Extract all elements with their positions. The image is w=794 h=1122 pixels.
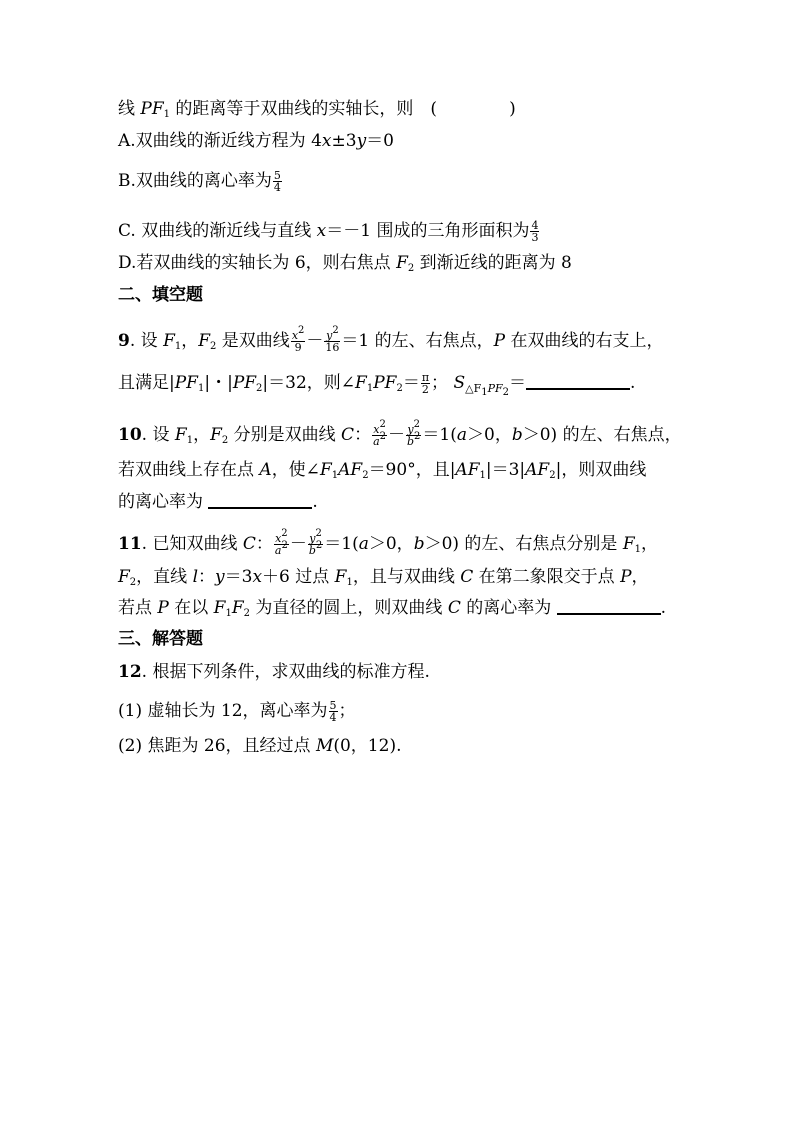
q11-line1: 11. 已知双曲线 C： $\frac{x^2}{a^2}$ － $\frac{y^2}{b^2}$ ＝1(a＞0，b＞0) 的左、右焦点分别是 $F_1$， — [118, 528, 659, 557]
fraction-x2-a2: $\frac{x^2}{a^2}$ — [373, 419, 386, 448]
fraction-5-4: $\frac{5}{4}$ — [273, 169, 281, 194]
fraction-y2-16: $\frac{y^2}{16}$ — [325, 325, 340, 354]
q11-line3: 若点 P 在以 $F_1F_2$ 为直径的圆上，则双曲线 C 的离心率为 . — [118, 598, 667, 619]
fraction-5-4: $\frac{5}{4}$ — [329, 699, 337, 724]
q12-stem: 12. 根据下列条件，求双曲线的标准方程. — [118, 662, 430, 682]
q10-line2: 若双曲线上存在点 A，使$\angle F_1AF_2=90^\circ$，且$|AF_1|=3|AF_2|$，则双曲线 — [118, 460, 647, 481]
fraction-4-3: $\frac{4}{3}$ — [531, 219, 539, 244]
q9-line1: 9. 设 $F_1$，$F_2$ 是双曲线 $\frac{x^2}{9}$ － $\frac{y^2}{16}$ ＝1 的左、右焦点，P 在双曲线的右支上， — [118, 325, 664, 354]
q11-answer-blank — [557, 597, 661, 615]
q8-continuation: 线 $PF_1$ 的距离等于双曲线的实轴长，则 ( ) — [118, 99, 516, 120]
q9-answer-blank — [526, 372, 630, 390]
option-c: C. 双曲线的渐近线与直线 x＝－1 围成的三角形面积为 $\frac{4}{3}$ — [118, 219, 539, 244]
q11-line2: $F_2$，直线 l：y＝3x＋6 过点 $F_1$，且与双曲线 C 在第二象限交于点 P， — [118, 567, 649, 588]
q12-part1: (1) 虚轴长为 12，离心率为 $\frac{5}{4}$ ； — [118, 699, 356, 724]
q12-part2: (2) 焦距为 26，且经过点 M(0，12). — [118, 736, 402, 756]
fraction-x2-9: $\frac{x^2}{9}$ — [291, 325, 305, 354]
fraction-y2-b2: $\frac{y^2}{b^2}$ — [407, 419, 421, 448]
option-a: A.双曲线的渐近线方程为 4x±3y＝0 — [118, 131, 394, 151]
option-d: D.若双曲线的实轴长为 6，则右焦点 $F_2$ 到渐近线的距离为 8 — [118, 253, 572, 274]
section-fill-in: 二、填空题 — [118, 285, 203, 305]
q9-line2: 且满足$|PF_1|$・$|PF_2|=32$，则$\angle F_1PF_2=$ $\frac{\pi}{2}$ ； $S_{\triangle F_1PF_2}=$ . — [118, 371, 636, 398]
fraction-pi-2: $\frac{\pi}{2}$ — [421, 371, 430, 396]
option-b: B.双曲线的离心率为 $\frac{5}{4}$ — [118, 169, 281, 194]
q10-line3: 的离心率为 . — [118, 492, 318, 512]
section-answer: 三、解答题 — [118, 629, 203, 649]
fraction-y2-b2: $\frac{y^2}{b^2}$ — [308, 528, 323, 557]
q10-line1: 10. 设 $F_1$，$F_2$ 分别是双曲线 C： $\frac{x^2}{a^2}$ － $\frac{y^2}{b^2}$ ＝1(a＞0，b＞0) 的左、右焦点， — [118, 419, 682, 448]
fraction-x2-a2: $\frac{x^2}{a^2}$ — [274, 528, 288, 557]
q10-answer-blank — [208, 491, 312, 509]
